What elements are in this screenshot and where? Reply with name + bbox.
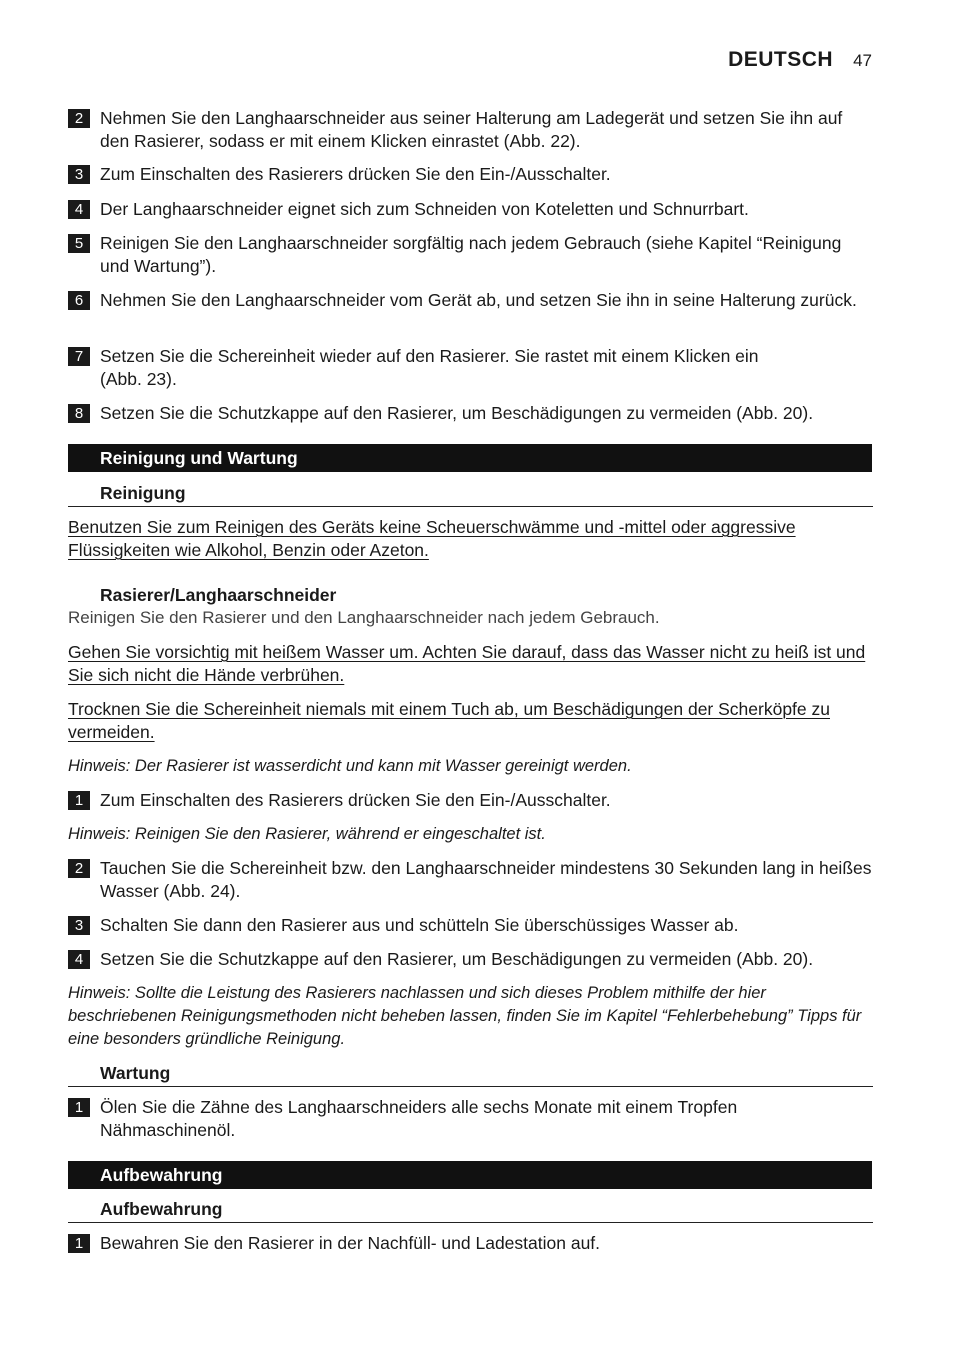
step-number: 1 — [68, 1098, 90, 1117]
step-number: 4 — [68, 200, 90, 219]
subheading-maintenance: Wartung — [68, 1062, 873, 1087]
step-text: Ölen Sie die Zähne des Langhaarschneiders alle sechs Monate mit einem Tropfen Nähmaschinenöl. — [100, 1097, 738, 1140]
step-item — [68, 1096, 788, 1142]
step-number: 1 — [68, 1234, 90, 1253]
section-heading-cleaning-maintenance: Reinigung und Wartung — [68, 444, 872, 472]
step-text: Zum Einschalten des Rasierers drücken Sie den Ein-/Ausschalter. — [100, 164, 611, 184]
step-item — [68, 789, 874, 812]
intro-text: Reinigen Sie den Rasierer und den Langhaarschneider nach jedem Gebrauch. — [68, 608, 660, 627]
step-number: 7 — [68, 347, 90, 366]
step-text: Reinigen Sie den Langhaarschneider sorgfältig nach jedem Gebrauch (siehe Kapitel “Reinigung und Wartung”). — [100, 233, 842, 276]
step-item — [68, 107, 874, 153]
step-text: Tauchen Sie die Schereinheit bzw. den Langhaarschneider mindestens 30 Sekunden lang in heißes Wasser (Abb. 24). — [100, 858, 872, 901]
step-item — [68, 914, 874, 937]
step-number: 3 — [68, 165, 90, 184]
subheading-shaver-trimmer: Rasierer/Langhaarschneider — [100, 585, 337, 605]
step-text: Schalten Sie dann den Rasierer aus und schütteln Sie überschüssiges Wasser ab. — [100, 915, 739, 935]
subheading-cleaning: Reinigung — [68, 482, 873, 507]
step-number: 1 — [68, 791, 90, 810]
page-header — [728, 48, 872, 72]
page-number: 47 — [853, 51, 872, 70]
language-label: DEUTSCH — [728, 48, 834, 71]
step-number: 8 — [68, 404, 90, 423]
step-number: 3 — [68, 916, 90, 935]
step-item — [68, 948, 874, 971]
warning-text-content: Gehen Sie vorsichtig mit heißem Wasser um. Achten Sie darauf, dass das Wasser nicht zu heiß ist und Sie sich nicht die Hände verbrühen. — [68, 642, 866, 685]
step-item — [68, 402, 874, 425]
step-item — [68, 289, 874, 312]
step-text: Setzen Sie die Schereinheit wieder auf den Rasierer. Sie rastet mit einem Klicken ein (Abb. 23). — [100, 346, 759, 389]
step-item — [68, 163, 874, 186]
warning-text — [68, 698, 874, 744]
step-item — [68, 198, 874, 221]
section-heading-storage: Aufbewahrung — [68, 1161, 872, 1189]
step-item — [68, 857, 874, 903]
step-item — [68, 232, 874, 278]
note-text: Hinweis: Der Rasierer ist wasserdicht und kann mit Wasser gereinigt werden. — [68, 757, 632, 775]
warning-text — [68, 641, 874, 687]
note-text: Hinweis: Reinigen Sie den Rasierer, während er eingeschaltet ist. — [68, 825, 546, 843]
step-text: Setzen Sie die Schutzkappe auf den Rasierer, um Beschädigungen zu vermeiden (Abb. 20). — [100, 949, 814, 969]
warning-text — [68, 516, 874, 562]
step-number: 2 — [68, 109, 90, 128]
step-text: Nehmen Sie den Langhaarschneider vom Gerät ab, und setzen Sie ihn in seine Halterung zurück. — [100, 290, 857, 310]
step-text: Setzen Sie die Schutzkappe auf den Rasierer, um Beschädigungen zu vermeiden (Abb. 20). — [100, 403, 814, 423]
warning-text-content: Trocknen Sie die Schereinheit niemals mit einem Tuch ab, um Beschädigungen der Scherköpfe zu vermeiden. — [68, 699, 830, 742]
step-text: Bewahren Sie den Rasierer in der Nachfüll- und Ladestation auf. — [100, 1233, 601, 1253]
step-text: Der Langhaarschneider eignet sich zum Schneiden von Koteletten und Schnurrbart. — [100, 199, 749, 219]
step-number: 6 — [68, 291, 90, 310]
note-text: Hinweis: Sollte die Leistung des Rasierers nachlassen und sich dieses Problem mithilfe der hier beschriebenen Reinigungsmethoden nicht beheben lassen, finden Sie im Kapitel “Fehlerbehebung” Tipps für eine besonders gründliche Reinigung. — [68, 984, 862, 1048]
step-text: Nehmen Sie den Langhaarschneider aus seiner Halterung am Ladegerät und setzen Sie ihn auf den Rasierer, sodass er mit einem Klicken einrastet (Abb. 22). — [100, 108, 843, 151]
step-item — [68, 345, 768, 391]
step-item — [68, 1232, 874, 1255]
warning-text-content: Benutzen Sie zum Reinigen des Geräts keine Scheuerschwämme und -mittel oder aggressive Flüssigkeiten wie Alkohol, Benzin oder Azeton. — [68, 517, 796, 560]
subheading-storage: Aufbewahrung — [68, 1198, 873, 1223]
step-text: Zum Einschalten des Rasierers drücken Sie den Ein-/Ausschalter. — [100, 790, 611, 810]
step-number: 2 — [68, 859, 90, 878]
step-number: 5 — [68, 234, 90, 253]
step-number: 4 — [68, 950, 90, 969]
